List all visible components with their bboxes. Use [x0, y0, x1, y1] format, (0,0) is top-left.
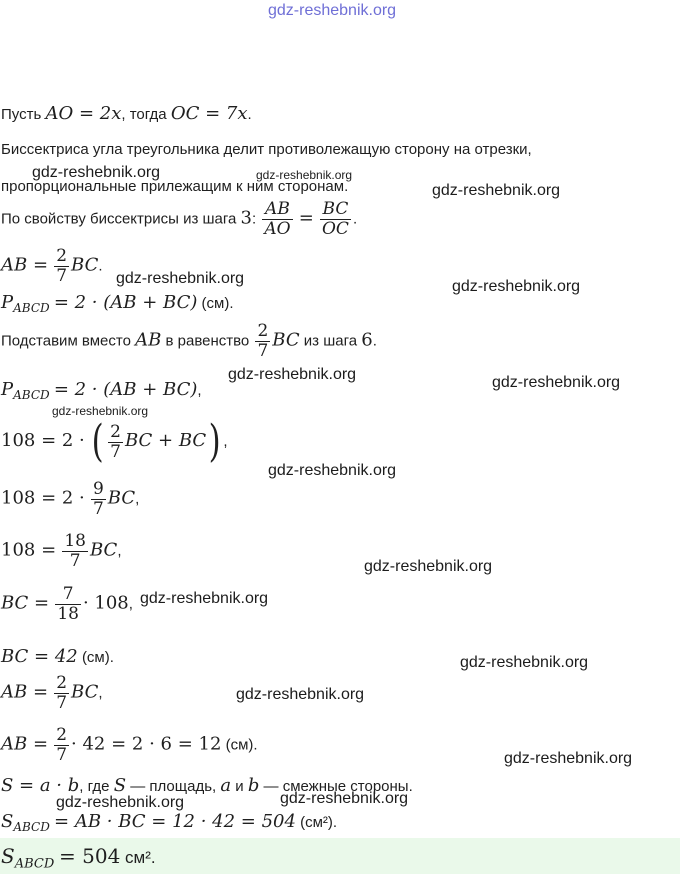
- text: , где: [79, 778, 110, 795]
- watermark[interactable]: gdz-reshebnik.org: [56, 794, 185, 811]
- text: ,: [197, 382, 202, 399]
- math: P: [1, 379, 14, 400]
- text: ,: [135, 490, 140, 508]
- step-ref: 6: [361, 329, 373, 351]
- subscript: ABCD: [13, 820, 50, 834]
- math: · 108: [82, 592, 129, 614]
- math: BC: [272, 329, 300, 351]
- math: 108 = 2 ·: [1, 487, 85, 509]
- math: AB =: [1, 733, 49, 755]
- math: = 2 · (AB + BC): [53, 292, 198, 313]
- fraction: [108, 423, 123, 462]
- numerator: 2: [56, 673, 68, 693]
- watermark[interactable]: gdz-reshebnik.org: [32, 164, 161, 181]
- denominator: 7: [110, 441, 121, 462]
- step-7: [1, 380, 202, 405]
- watermark[interactable]: gdz-reshebnik.org: [228, 366, 357, 383]
- watermark[interactable]: gdz-reshebnik.org: [116, 270, 245, 287]
- math: a: [220, 775, 232, 796]
- numerator: AB: [265, 199, 290, 219]
- text: .: [372, 332, 377, 350]
- math: S: [1, 844, 15, 868]
- denominator: 7: [56, 266, 68, 286]
- text: ,: [117, 542, 122, 560]
- watermark[interactable]: gdz-reshebnik.org: [492, 374, 621, 391]
- subscript: ABCD: [13, 388, 50, 402]
- math: BC: [71, 254, 99, 276]
- math: S = a · b: [1, 775, 80, 796]
- denominator: OC: [321, 219, 349, 239]
- numerator: BC: [322, 199, 349, 219]
- denominator: AO: [264, 219, 291, 239]
- step-5: [1, 293, 234, 318]
- watermark[interactable]: gdz-reshebnik.org: [236, 686, 365, 703]
- watermark[interactable]: gdz-reshebnik.org: [460, 654, 589, 671]
- step-6: [1, 322, 377, 361]
- equals: =: [298, 207, 314, 229]
- watermark[interactable]: gdz-reshebnik.org: [364, 558, 493, 575]
- numerator: 18: [64, 531, 86, 551]
- step-12: [1, 647, 114, 668]
- step-3: [1, 200, 357, 239]
- step-16: [1, 812, 337, 837]
- math: S: [113, 775, 127, 796]
- text: ,: [223, 432, 228, 450]
- denominator: 7: [62, 551, 88, 571]
- text: Пусть: [1, 106, 42, 123]
- math: BC = 42: [1, 646, 78, 667]
- numerator: 2: [257, 321, 269, 341]
- math: AO = 2x: [45, 103, 122, 124]
- numerator: 7: [62, 584, 74, 604]
- step-1: [1, 104, 252, 125]
- unit: (см).: [81, 649, 114, 666]
- math: BC: [107, 487, 136, 509]
- math: 108 = 2 ·: [1, 429, 85, 451]
- denominator: 18: [57, 604, 79, 624]
- denominator: 7: [56, 693, 68, 713]
- step-14: [1, 726, 258, 765]
- text: из шага: [303, 332, 358, 350]
- unit: см².: [125, 848, 156, 867]
- right-paren: ): [208, 416, 221, 467]
- denominator: 7: [257, 341, 269, 361]
- watermark[interactable]: gdz-reshebnik.org: [52, 404, 149, 418]
- watermark[interactable]: gdz-reshebnik.org: [432, 182, 561, 199]
- fraction-ab-ao: [262, 200, 292, 239]
- math: b: [247, 775, 260, 796]
- fraction: [54, 247, 69, 286]
- math: BC =: [1, 592, 50, 614]
- text: .: [98, 257, 103, 275]
- unit: (см²).: [300, 814, 338, 831]
- text: — смежные стороны.: [263, 778, 413, 795]
- fraction: [55, 585, 81, 624]
- step-13: [1, 674, 103, 713]
- site-watermark[interactable]: gdz-reshebnik.org: [268, 2, 397, 19]
- step-10: [1, 532, 122, 571]
- math: = AB · BC = 12 · 42 = 504: [54, 811, 296, 832]
- numerator: 2: [110, 421, 121, 442]
- unit: (см).: [201, 295, 234, 312]
- math: P: [1, 292, 14, 313]
- fraction: [255, 322, 270, 361]
- denominator: 7: [92, 499, 104, 519]
- math: AB =: [1, 681, 49, 703]
- text: в равенство: [165, 332, 250, 350]
- watermark[interactable]: gdz-reshebnik.org: [140, 590, 269, 607]
- watermark[interactable]: gdz-reshebnik.org: [256, 168, 353, 182]
- denominator: 7: [56, 745, 68, 765]
- math: BC + BC: [124, 429, 207, 451]
- text: , тогда: [121, 106, 167, 123]
- step-8: [1, 416, 228, 467]
- step-9: [1, 480, 139, 519]
- fraction-bc-oc: [320, 200, 351, 239]
- math: S: [1, 811, 14, 832]
- text: Подставим вместо: [1, 332, 131, 350]
- subscript: ABCD: [13, 301, 50, 315]
- watermark[interactable]: gdz-reshebnik.org: [504, 750, 633, 767]
- numerator: 9: [92, 479, 104, 499]
- text: По свойству биссектрисы из шага: [1, 210, 237, 228]
- text: и: [235, 778, 244, 795]
- step-11: [1, 585, 133, 624]
- step-ref: 3: [240, 207, 252, 229]
- fraction: [54, 726, 69, 765]
- math: OC = 7x: [170, 103, 248, 124]
- subscript: ABCD: [14, 856, 55, 872]
- watermark[interactable]: gdz-reshebnik.org: [280, 790, 409, 807]
- fraction: [62, 532, 88, 571]
- watermark[interactable]: gdz-reshebnik.org: [268, 462, 397, 479]
- fraction: [54, 674, 69, 713]
- math: AB =: [1, 254, 49, 276]
- text: — площадь,: [130, 778, 217, 795]
- text: :: [251, 210, 257, 228]
- step-4: [1, 247, 103, 286]
- fraction: [91, 480, 106, 519]
- text: .: [352, 210, 358, 228]
- text: ,: [98, 684, 103, 702]
- math: AB: [135, 329, 162, 351]
- math: · 42 = 2 · 6 = 12: [71, 733, 222, 755]
- numerator: 2: [56, 725, 68, 745]
- numerator: 2: [56, 246, 68, 266]
- math: BC: [71, 681, 99, 703]
- math: = 2 · (AB + BC): [53, 379, 198, 400]
- text: .: [247, 106, 252, 123]
- left-paren: (: [91, 416, 104, 467]
- watermark[interactable]: gdz-reshebnik.org: [452, 278, 581, 295]
- step-2-line-2: пропорциональные прилежащим к ним сторонам.: [1, 178, 349, 195]
- math: 108 =: [1, 539, 57, 561]
- math: BC: [89, 539, 118, 561]
- step-2-line-1: Биссектриса угла треугольника делит противолежащую сторону на отрезки,: [1, 141, 532, 158]
- unit: (см).: [225, 736, 258, 754]
- answer: [1, 846, 156, 874]
- math: = 504: [59, 844, 121, 868]
- text: ,: [128, 595, 133, 613]
